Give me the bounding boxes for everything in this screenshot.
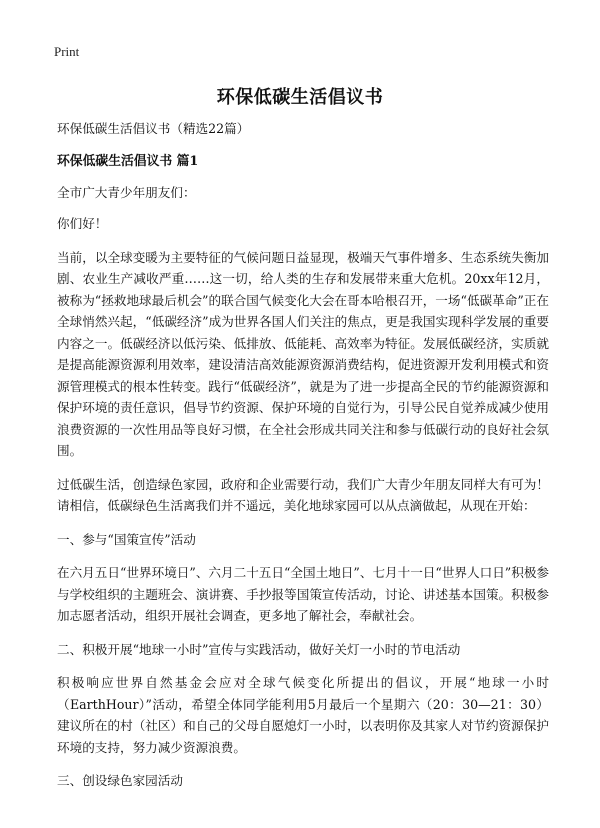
print-link[interactable]: Print <box>54 44 80 59</box>
document-title: 环保低碳生活倡议书 <box>216 87 384 108</box>
paragraph-section-2: 积极响应世界自然基金会应对全球气候变化所提出的倡议，开展“地球一小时（EarthHour）”活动，希望全体同学能利用5月最后一个星期六（20：30—21：30）建议所在的村（社区）和自己的父母自愿熄灯一小时，以表明你及其家人对节约资源保护环境的支持，努力减少资源浪费。 <box>57 675 549 755</box>
section-heading-3: 三、创设绿色家园活动 <box>57 773 183 788</box>
section-heading-1: 一、参与“国策宣传”活动 <box>57 531 196 547</box>
paragraph-intro: 当前，以全球变暖为主要特征的气候问题日益显现，极端天气事件增多、生态系统失衡加剧、农业生产减收严重……这一切，给人类的生存和发展带来重大危机。20xx年12月，被称为“拯救地球最后机会”的联合国气候变化大会在哥本哈根召开，一场“低碳革命”正在全球悄然兴起，“低碳经济”成为世界各国人们关注的焦点，更是我国实现科学发展的重要内容之一。低碳经济以低污染、低排放、低能耗、高效率为特征。发展低碳经济，实质就是提高能源资源利用效率，建设清洁高效能源资源消费结构，促进资源开发利用模式和资源管理模式的根本性转变。践行“低碳经济”，就是为了进一步提高全民的节约能源资源和保护环境的责任意识，倡导节约资源、保护环境的自觉行为，引导公民自觉养成减少使用浪费资源的一次性用品等良好习惯，在全社会形成共同关注和参与低碳行动的良好社会氛围。 <box>57 249 549 458</box>
article-heading: 环保低碳生活倡议书 篇1 <box>57 153 199 169</box>
paragraph-section-1: 在六月五日“世界环境日”、六月二十五日“全国土地日”、七月十一日“世界人口日”积极参与学校组织的主题班会、演讲赛、手抄报等国策宣传活动，讨论、讲述基本国策。积极参加志愿者活动，组织开展社会调查，更多地了解社会，奉献社会。 <box>57 565 550 623</box>
section-heading-2: 二、积极开展“地球一小时”宣传与实践活动，做好关灯一小时的节电活动 <box>57 641 461 657</box>
paragraph-call-to-action: 过低碳生活，创造绿色家园，政府和企业需要行动，我们广大青少年朋友同样大有可为！请相信，低碳绿色生活离我们并不遥远，美化地球家园可以从点滴做起，从现在开始： <box>57 476 549 513</box>
document-subtitle: 环保低碳生活倡议书（精选22篇） <box>57 121 250 136</box>
document-body <box>57 118 549 804</box>
salutation: 全市广大青少年朋友们： <box>57 184 196 200</box>
greeting: 你们好！ <box>57 216 108 231</box>
